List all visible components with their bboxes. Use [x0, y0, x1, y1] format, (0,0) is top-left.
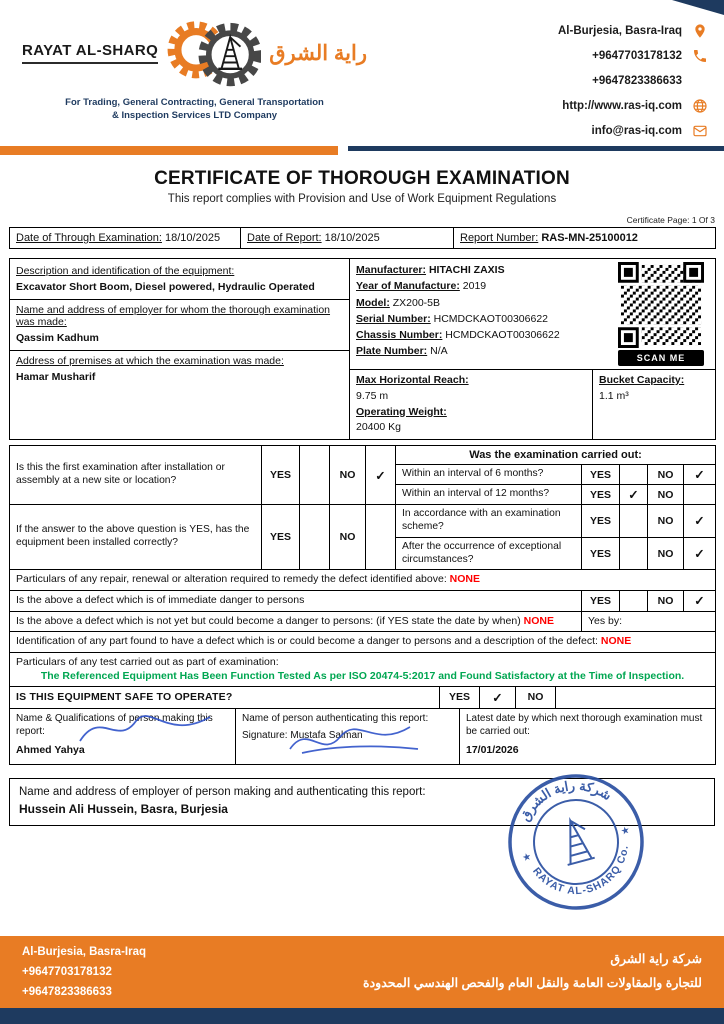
immediate-yes-checkbox[interactable]	[620, 591, 648, 612]
immediate-no-checkbox[interactable]: ✓	[684, 591, 716, 612]
exam-row-repair	[10, 570, 716, 591]
exceptional-yes-label: YES	[582, 537, 620, 570]
manufacturer-line	[356, 262, 560, 278]
document-body	[9, 168, 715, 826]
email-row[interactable]	[592, 122, 708, 139]
location-pin-icon	[691, 22, 708, 39]
phone1-text: +9647703178132	[592, 49, 682, 62]
maker-label: Name & Qualifications of person making this report:	[16, 712, 213, 737]
footer	[0, 936, 724, 1024]
authenticator-cell	[236, 708, 460, 764]
address-text: Al-Burjesia, Basra-Iraq	[558, 24, 682, 37]
q1-no-checkbox[interactable]: ✓	[366, 446, 396, 505]
equipment-left-cell	[10, 259, 350, 440]
chassis-line	[356, 327, 560, 343]
summary-table	[9, 227, 716, 249]
interval6-yes-label: YES	[582, 465, 620, 485]
safe-to-operate-table	[9, 686, 716, 709]
immediate-no-label: NO	[648, 591, 684, 612]
serial-value: HCMDCKAOT00306622	[433, 312, 549, 325]
test-label: Particulars of any test carried out as part of examination:	[16, 656, 279, 668]
exceptional-no-label: NO	[648, 537, 684, 570]
next-examination-cell	[460, 708, 716, 764]
scan-me-label: SCAN ME	[618, 350, 704, 366]
page-title: CERTIFICATE OF THOROUGH EXAMINATION	[154, 168, 570, 189]
employer-box-value: Hussein Ali Hussein, Basra, Burjesia	[19, 801, 228, 816]
model-label: Model:	[356, 296, 390, 309]
safe-question: IS THIS EQUIPMENT SAFE TO OPERATE?	[10, 686, 440, 708]
footer-orange-band	[0, 936, 724, 1008]
exam-row-test	[10, 653, 716, 687]
equipment-row-1	[10, 259, 716, 370]
repair-value: NONE	[449, 573, 481, 586]
future-danger-cell	[10, 611, 582, 632]
footer-phone2: +9647823386633	[22, 986, 112, 999]
immediate-yes-label: YES	[582, 591, 620, 612]
premises-label: Address of premises at which the examination was made:	[16, 355, 284, 367]
page-subtitle: This report complies with Provision and Use of Work Equipment Regulations	[167, 193, 557, 205]
premises-value: Hamar Musharif	[16, 371, 96, 383]
bucket-label: Bucket Capacity:	[599, 374, 685, 386]
interval6-no-label: NO	[648, 465, 684, 485]
chassis-value: HCMDCKAOT00306622	[445, 329, 560, 342]
bucket-capacity-cell	[593, 370, 716, 440]
max-reach-label: Max Horizontal Reach:	[356, 374, 469, 386]
phone2-text: +9647823386633	[592, 74, 682, 87]
qr-block	[613, 262, 709, 366]
report-date-label: Date of Report:	[247, 232, 322, 244]
year-value: 2019	[462, 280, 487, 293]
signature-row	[10, 708, 716, 764]
scheme-question: In accordance with an examination scheme?	[396, 505, 582, 538]
scheme-no-label: NO	[648, 505, 684, 538]
contact-info	[558, 12, 708, 146]
phone-icon	[691, 47, 708, 64]
chassis-label: Chassis Number:	[356, 329, 443, 342]
exam-row-immediate-danger	[10, 591, 716, 612]
exceptional-no-checkbox[interactable]: ✓	[684, 537, 716, 570]
repair-label: Particulars of any repair, renewal or alteration required to remedy the defect identified above:	[16, 573, 447, 586]
equipment-description-section	[16, 263, 343, 299]
tagline-line-2: & Inspection Services LTD Company	[111, 109, 278, 121]
q2-no-label: NO	[330, 505, 366, 570]
identification-label: Identification of any part found to have a defect which is or could become a danger to persons and a description of the defect:	[16, 635, 598, 648]
report-maker-cell	[10, 708, 236, 764]
weight-value: 20400 Kg	[356, 421, 401, 434]
auth-label: Name of person authenticating this report:	[242, 712, 429, 724]
employer-label: Name and address of employer for whom the thorough examination was made:	[16, 304, 331, 328]
footer-arabic	[363, 948, 702, 996]
footer-tagline-arabic: للتجارة والمقاولات العامة والنقل العام والفحص الهندسي المحدودة	[363, 976, 702, 990]
tagline-line-1: For Trading, General Contracting, General Transportation	[65, 97, 324, 108]
plate-line	[356, 343, 560, 359]
q2-no-checkbox[interactable]	[366, 505, 396, 570]
footer-navy-bar	[0, 1008, 724, 1024]
max-reach-value: 9.75 m	[356, 389, 389, 402]
q2-yes-checkbox[interactable]	[300, 505, 330, 570]
exam-date-cell	[10, 228, 241, 249]
footer-phone1: +9647703178132	[22, 965, 112, 978]
address-row	[558, 22, 708, 39]
exam-row-1	[10, 446, 716, 465]
phone1-row	[592, 47, 708, 64]
exam-date-value: 18/10/2025	[165, 232, 221, 244]
phone2-row	[592, 72, 708, 89]
interval12-no-checkbox[interactable]	[684, 485, 716, 505]
interval6-yes-checkbox[interactable]	[620, 465, 648, 485]
footer-company-arabic: شركة راية الشرق	[610, 952, 702, 967]
employer-value: Qassim Kadhum	[16, 332, 99, 344]
specs-list	[356, 262, 560, 366]
company-name-arabic: راية الشرق	[269, 41, 367, 65]
corner-decoration	[672, 0, 724, 15]
identification-cell	[10, 632, 716, 653]
serial-line	[356, 311, 560, 327]
exam-date-label: Date of Through Examination:	[16, 232, 162, 244]
reach-weight-cell	[350, 370, 593, 440]
interval12-no-label: NO	[648, 485, 684, 505]
email-text[interactable]: info@ras-iq.com	[591, 124, 682, 137]
year-line	[356, 278, 560, 294]
q1-yes-label: YES	[262, 446, 300, 505]
q1-yes-checkbox[interactable]	[300, 446, 330, 505]
orange-divider-bar	[0, 146, 338, 155]
scheme-no-checkbox[interactable]: ✓	[684, 505, 716, 538]
exam-row-identification	[10, 632, 716, 653]
safe-no-label: NO	[516, 686, 556, 708]
interval12-yes-checkbox[interactable]: ✓	[620, 485, 648, 505]
report-number-label: Report Number:	[460, 232, 539, 244]
immediate-danger-question: Is the above a defect which is of immediate danger to persons	[10, 591, 582, 612]
report-number-value: RAS-MN-25100012	[541, 232, 638, 244]
bucket-value: 1.1 m³	[599, 389, 629, 402]
website-text[interactable]: http://www.ras-iq.com	[562, 99, 682, 112]
qr-code-icon	[618, 262, 704, 348]
report-date-value: 18/10/2025	[324, 232, 380, 244]
q2-yes-label: YES	[262, 505, 300, 570]
plate-label: Plate Number:	[356, 345, 428, 358]
q1-no-label: NO	[330, 446, 366, 505]
weight-label: Operating Weight:	[356, 405, 447, 418]
test-particulars-cell	[10, 653, 716, 687]
specs-wrap	[356, 262, 709, 366]
exceptional-question: After the occurrence of exceptional circumstances?	[396, 537, 582, 570]
carried-out-header: Was the examination carried out:	[396, 446, 716, 465]
report-number-cell	[454, 228, 716, 249]
signature-table	[9, 708, 716, 765]
employer-box-label: Name and address of employer of person making and authenticating this report:	[19, 785, 426, 798]
equipment-table	[9, 258, 716, 440]
interval12-yes-label: YES	[582, 485, 620, 505]
footer-address: Al-Burjesia, Basra-Iraq	[22, 945, 146, 958]
footer-contacts	[22, 942, 146, 1002]
employer-section	[10, 299, 349, 350]
svg-text:★: ★	[521, 851, 533, 865]
scheme-yes-label: YES	[582, 505, 620, 538]
company-tagline	[22, 97, 367, 123]
model-line	[356, 295, 560, 311]
safe-yes-label: YES	[440, 686, 480, 708]
exam-row-future-danger	[10, 611, 716, 632]
test-result-text: The Referenced Equipment Has Been Function Tested As per ISO 20474-5:2017 and Found Satisfactory at the Time of Inspection.	[40, 669, 685, 682]
examination-table	[9, 445, 716, 687]
next-exam-label: Latest date by which next thorough examination must be carried out:	[466, 712, 703, 737]
interval6-question: Within an interval of 6 months?	[396, 465, 582, 485]
question-first-examination: Is this the first examination after installation or assembly at a new site or location?	[10, 446, 262, 505]
exceptional-yes-checkbox[interactable]	[620, 537, 648, 570]
svg-text:★: ★	[619, 824, 632, 838]
plate-value: N/A	[430, 345, 448, 358]
future-danger-value: NONE	[523, 614, 554, 627]
next-exam-date: 17/01/2026	[466, 743, 519, 756]
navy-divider-bar	[348, 146, 724, 151]
future-danger-label: Is the above a defect which is not yet but could become a danger to persons: (if YES state the date by when)	[16, 614, 521, 627]
manufacturer-value: HITACHI ZAXIS	[428, 264, 505, 276]
equipment-specs-cell	[350, 259, 716, 370]
model-value: ZX200-5B	[392, 296, 441, 309]
exam-row-installed	[10, 505, 716, 538]
manufacturer-label: Manufacturer:	[356, 264, 427, 276]
email-icon	[691, 122, 708, 139]
safe-row	[10, 686, 716, 708]
summary-row	[10, 228, 716, 249]
auth-signature-text: Signature: Mustafa Salman	[242, 730, 363, 741]
stamp-arabic-text: شركة راية الشرق	[517, 777, 615, 824]
interval6-no-checkbox[interactable]: ✓	[684, 465, 716, 485]
stamp-english-text: RAYAT AL-SHARQ Co.	[530, 844, 631, 898]
certificate-page-number: Certificate Page: 1 Of 3	[626, 215, 715, 225]
yes-by-cell: Yes by:	[582, 611, 716, 632]
identification-value: NONE	[600, 635, 632, 648]
question-installed-correctly: If the answer to the above question is YES, has the equipment been installed correctly?	[10, 505, 262, 570]
year-label: Year of Manufacture:	[356, 280, 460, 293]
logo-row	[22, 14, 367, 92]
icon-spacer	[691, 72, 708, 89]
serial-label: Serial Number:	[356, 312, 431, 325]
gears-derrick-logo-icon	[166, 14, 261, 92]
scheme-yes-checkbox[interactable]	[620, 505, 648, 538]
header	[0, 0, 724, 146]
safe-no-checkbox[interactable]	[556, 686, 716, 708]
maker-name: Ahmed Yahya	[16, 743, 85, 756]
equipment-description-value: Excavator Short Boom, Diesel powered, Hydraulic Operated	[16, 281, 315, 293]
company-name-en: RAYAT AL-SHARQ	[22, 42, 158, 64]
header-divider	[0, 146, 724, 155]
repair-particulars-cell	[10, 570, 716, 591]
website-row[interactable]	[562, 97, 708, 114]
premises-section	[10, 350, 349, 389]
globe-icon	[691, 97, 708, 114]
equipment-description-label: Description and identification of the equipment:	[16, 265, 235, 277]
report-date-cell	[241, 228, 454, 249]
company-logo	[22, 12, 367, 146]
safe-yes-checkbox[interactable]: ✓	[480, 686, 516, 708]
interval12-question: Within an interval of 12 months?	[396, 485, 582, 505]
